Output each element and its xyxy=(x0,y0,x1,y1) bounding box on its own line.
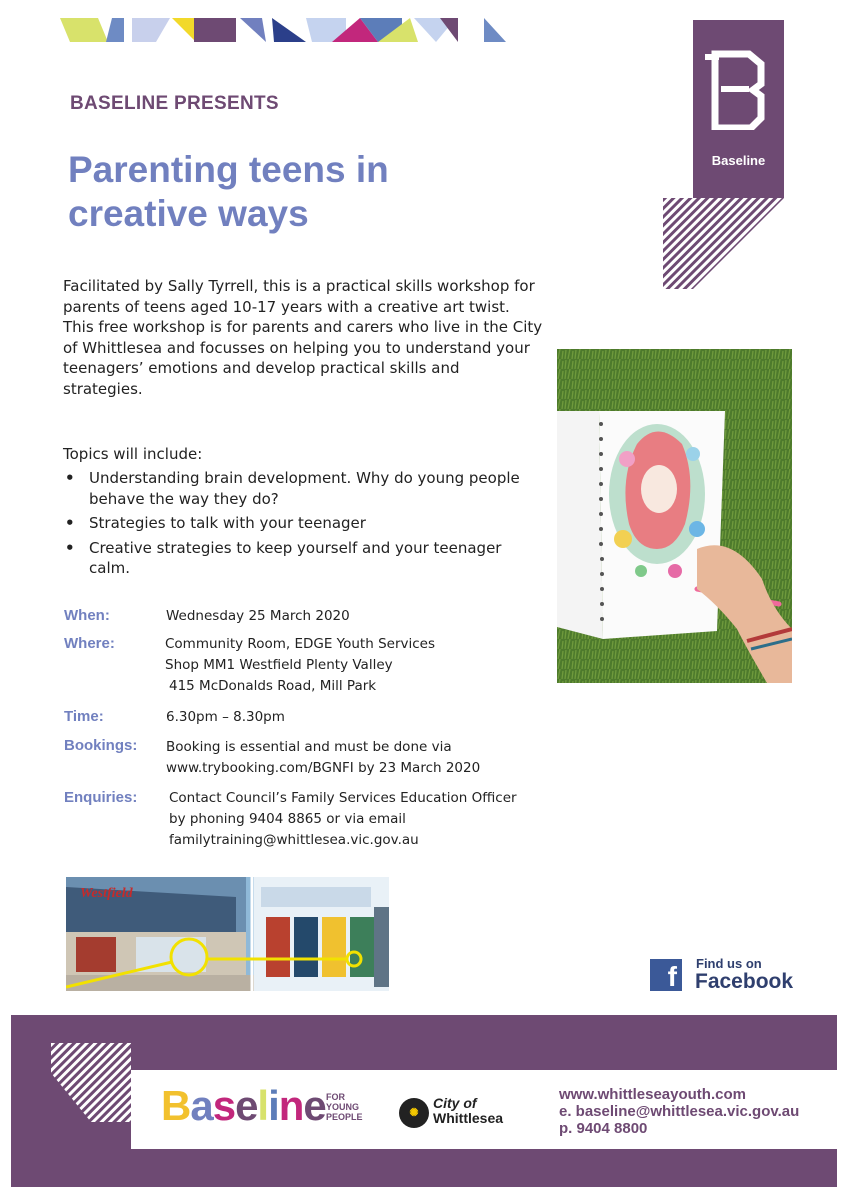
email-link[interactable]: e. baseline@whittlesea.vic.gov.au xyxy=(559,1103,800,1120)
bookings-label: Bookings: xyxy=(64,737,138,754)
topic-item: • Strategies to talk with your teenager xyxy=(63,513,533,534)
time-label: Time: xyxy=(64,708,104,725)
enquiries-line: by phoning 9404 8865 or via email xyxy=(169,811,406,827)
logo-tagline: FOR YOUNG PEOPLE xyxy=(326,1092,363,1122)
baseline-footer-logo: Baseline xyxy=(161,1082,326,1129)
baseline-logo xyxy=(693,20,784,198)
topic-item: • Understanding brain development. Why do young people behave the way they do? xyxy=(63,468,533,509)
logo-wordmark: Baseline xyxy=(711,153,766,168)
topics-heading: Topics will include: xyxy=(63,445,203,463)
enquiries-label: Enquiries: xyxy=(64,789,138,806)
enquiries-line: Contact Council’s Family Services Education Officer xyxy=(169,790,517,806)
contact-block xyxy=(559,1086,799,1137)
hatch-decoration xyxy=(663,198,784,289)
where-line: Community Room, EDGE Youth Services xyxy=(165,636,435,652)
facebook-caption: Find us on xyxy=(696,956,762,971)
council-logo: City of Whittlesea xyxy=(433,1095,504,1126)
venue-photo xyxy=(66,877,389,991)
time-value: 6.30pm – 8.30pm xyxy=(166,709,285,725)
facebook-icon: f xyxy=(650,959,682,991)
sketchbook-photo xyxy=(557,349,792,683)
enquiries-email[interactable]: familytraining@whittlesea.vic.gov.au xyxy=(169,832,419,848)
where-line: 415 McDonalds Road, Mill Park xyxy=(169,678,377,694)
footer-panel xyxy=(131,1070,837,1149)
where-label: Where: xyxy=(64,635,115,652)
facebook-link[interactable] xyxy=(650,956,800,994)
bookings-link[interactable]: www.trybooking.com/BGNFI by 23 March 2020 xyxy=(166,760,481,776)
when-label: When: xyxy=(64,607,110,624)
topics-list xyxy=(63,468,533,583)
facebook-label: Facebook xyxy=(695,970,794,993)
svg-text:Westfield: Westfield xyxy=(80,886,133,901)
website-link[interactable]: www.whittleseayouth.com xyxy=(559,1086,746,1103)
top-decorative-strip xyxy=(60,18,510,42)
when-value: Wednesday 25 March 2020 xyxy=(166,608,350,624)
footer-hatch-decoration xyxy=(51,1043,131,1122)
phone-number: p. 9404 8800 xyxy=(559,1120,648,1137)
page-title: Parenting teens in creative ways xyxy=(68,149,389,234)
bookings-line: Booking is essential and must be done via xyxy=(166,739,452,755)
council-badge-icon: ✺ xyxy=(399,1098,429,1128)
presents-heading: BASELINE PRESENTS xyxy=(70,93,279,114)
where-line: Shop MM1 Westfield Plenty Valley xyxy=(165,657,393,673)
topic-item: • Creative strategies to keep yourself and your teenager calm. xyxy=(63,538,533,579)
intro-paragraph: Facilitated by Sally Tyrrell, this is a practical skills workshop for parents of teens aged 10-17 years with a creative art twist. This free workshop is for parents and carers who live in the City of Whittlesea and focusses on helping you to understand your teenagers’ emotions and develop practical skills and strategies. xyxy=(63,277,543,398)
footer xyxy=(11,1015,837,1187)
baseline-b-icon xyxy=(705,50,767,130)
